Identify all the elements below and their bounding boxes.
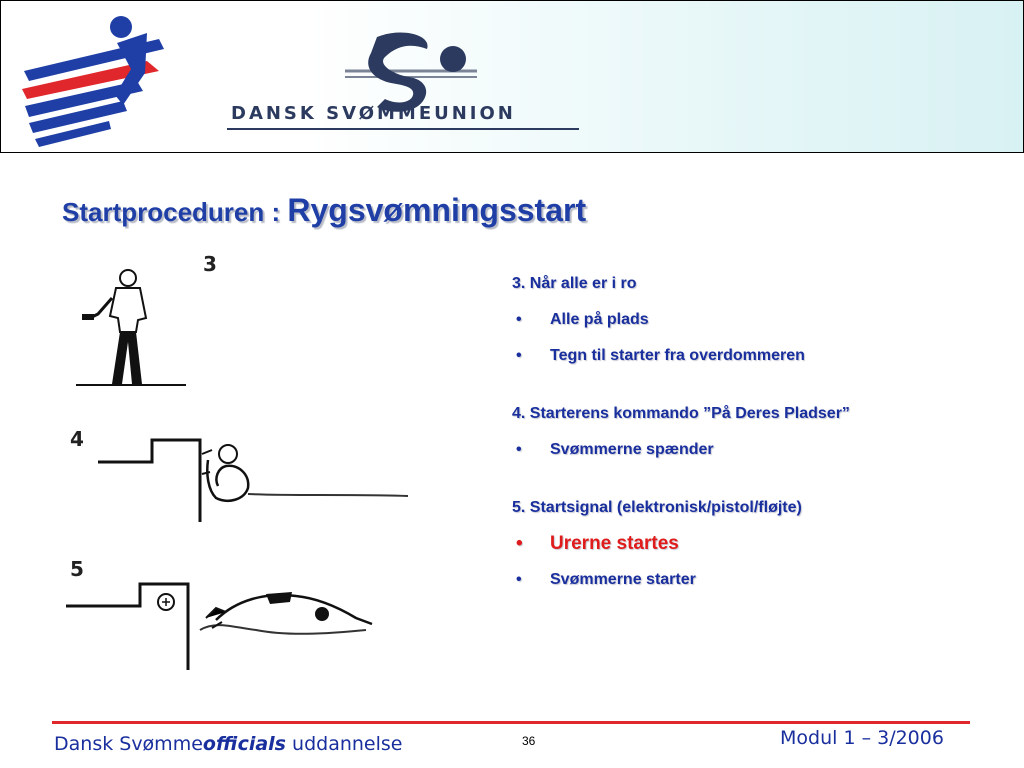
footer-bold: officials [202, 733, 286, 755]
list-item [512, 345, 1002, 369]
bullet-icon: • [516, 571, 522, 588]
bullet-text: Urerne startes [550, 533, 679, 554]
figure-number-5: 5 [70, 557, 84, 581]
bullet-icon: • [516, 311, 522, 328]
swimmer-stripes-logo-icon [19, 9, 169, 149]
step-3-heading: 3. Når alle er i ro [512, 275, 637, 292]
list-item [512, 569, 1002, 593]
starter-with-pistol-illustration-icon [76, 268, 188, 390]
figure-number-4: 4 [70, 427, 84, 451]
footer-course-name [54, 733, 403, 755]
step-4-heading: 4. Starterens kommando ”På Deres Pladser” [512, 405, 850, 422]
list-item-highlight [512, 533, 1002, 557]
list-item [512, 309, 1002, 333]
footer-module: Modul 1 – 3/2006 [780, 727, 944, 749]
bullet-icon: • [516, 533, 523, 554]
step-5-heading: 5. Startsignal (elektronisk/pistol/fløjte) [512, 499, 802, 516]
footer-divider [52, 721, 970, 724]
title-prefix: Startproceduren : [62, 197, 288, 227]
bullet-icon: • [516, 347, 522, 364]
bullet-icon: • [516, 441, 522, 458]
footer-suffix: uddannelse [286, 733, 403, 755]
footer-prefix: Dansk Svømme [54, 733, 203, 755]
bullet-text: Tegn til starter fra overdommeren [550, 347, 805, 364]
figure-number-3: 3 [203, 252, 217, 276]
step-content [512, 273, 1002, 605]
bullet-text: Alle på plads [550, 311, 649, 328]
bullet-text: Svømmerne spænder [550, 441, 714, 458]
list-item [512, 439, 1002, 463]
swimmer-tucked-at-wall-illustration-icon [98, 434, 410, 526]
logo-wordmark: DANSK SVØMMEUNION [231, 103, 516, 124]
title-main: Rygsvømningsstart [287, 192, 587, 228]
swimmer-backstroke-start-illustration-icon [66, 578, 384, 672]
page-number: 36 [522, 734, 536, 748]
header-banner [0, 0, 1024, 153]
bullet-text: Svømmerne starter [550, 571, 696, 588]
page-title [62, 192, 586, 229]
